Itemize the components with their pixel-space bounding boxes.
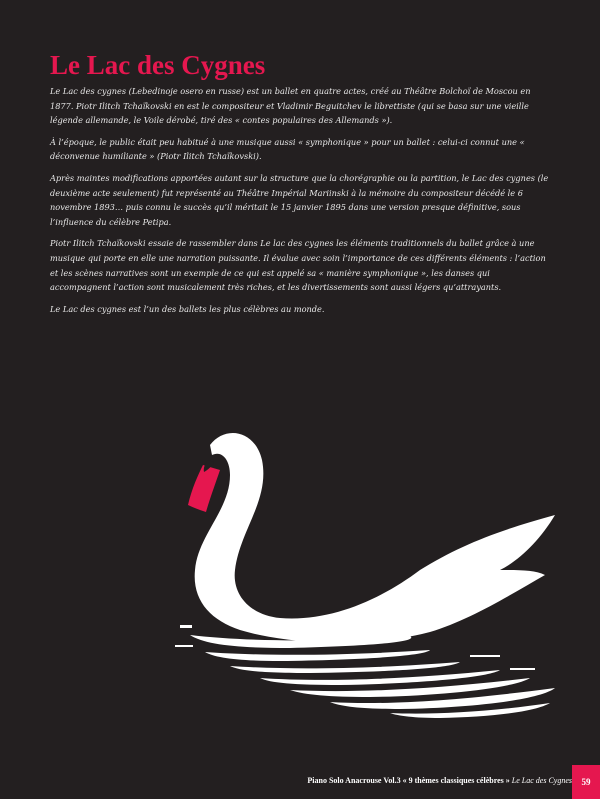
water-reflection bbox=[175, 625, 555, 718]
swan-illustration bbox=[170, 420, 570, 720]
paragraph-2: À l’époque, le public était peu habitué à une musique aussi « symphonique » pour un ballet : celui-ci connut une « déconvenue humiliante » (Piotr Ilitch Tchaïkovski). bbox=[50, 136, 525, 162]
swan-beak bbox=[188, 465, 220, 512]
paragraph-3: Après maintes modifications apportées autant sur la structure que la chorégraphie ou la partition, le Lac des cygnes (le deuxième acte seulement) fut représenté au Théâtre Impérial Mariinski à la mémoire du compositeur décédé le 6 novembre 1893… puis connu le succès qu’il méritait le 15 janvier 1895 dans une version presque définitive, sous l’influence du célèbre Petipa. bbox=[50, 172, 549, 227]
page-title: Le Lac des Cygnes bbox=[50, 50, 266, 80]
swan-body bbox=[195, 433, 555, 643]
page-number: 59 bbox=[572, 765, 600, 799]
footer-series: Piano Solo Anacrouse Vol.3 « 9 thèmes classiques célèbres » bbox=[307, 776, 510, 785]
paragraph-5: Le Lac des cygnes est l’un des ballets les plus célèbres au monde. bbox=[50, 303, 325, 314]
page-footer bbox=[307, 776, 572, 785]
paragraph-4: Piotr Ilitch Tchaïkovski essaie de rassembler dans Le lac des cygnes les éléments traditionnels du ballet grâce à une musique qui porte en elle une narration puissante. Il évalue avec soin l’importance de ces différents éléments : l’action et les scènes narratives sont un exemple de ce qui est appelé sa « manière symphonique », les danses qui accompagnent l’action sont musicalement très riches, et les divertissements sont aussi légers qu’attrayants. bbox=[50, 238, 546, 293]
paragraph-1: Le Lac des cygnes (Lebedinoje osero en russe) est un ballet en quatre actes, créé au Théâtre Bolchoï de Moscou en 1877. Piotr Ilitch Tchaïkovski en est le compositeur et Vladimir Beguitchev le librettiste (qui se basa sur une vieille légende allemande, le Voile dérobé, tiré des « contes populaires des Allemands »). bbox=[50, 86, 531, 126]
footer-chapter: Le Lac des Cygnes bbox=[511, 776, 572, 785]
article-body bbox=[50, 84, 550, 323]
